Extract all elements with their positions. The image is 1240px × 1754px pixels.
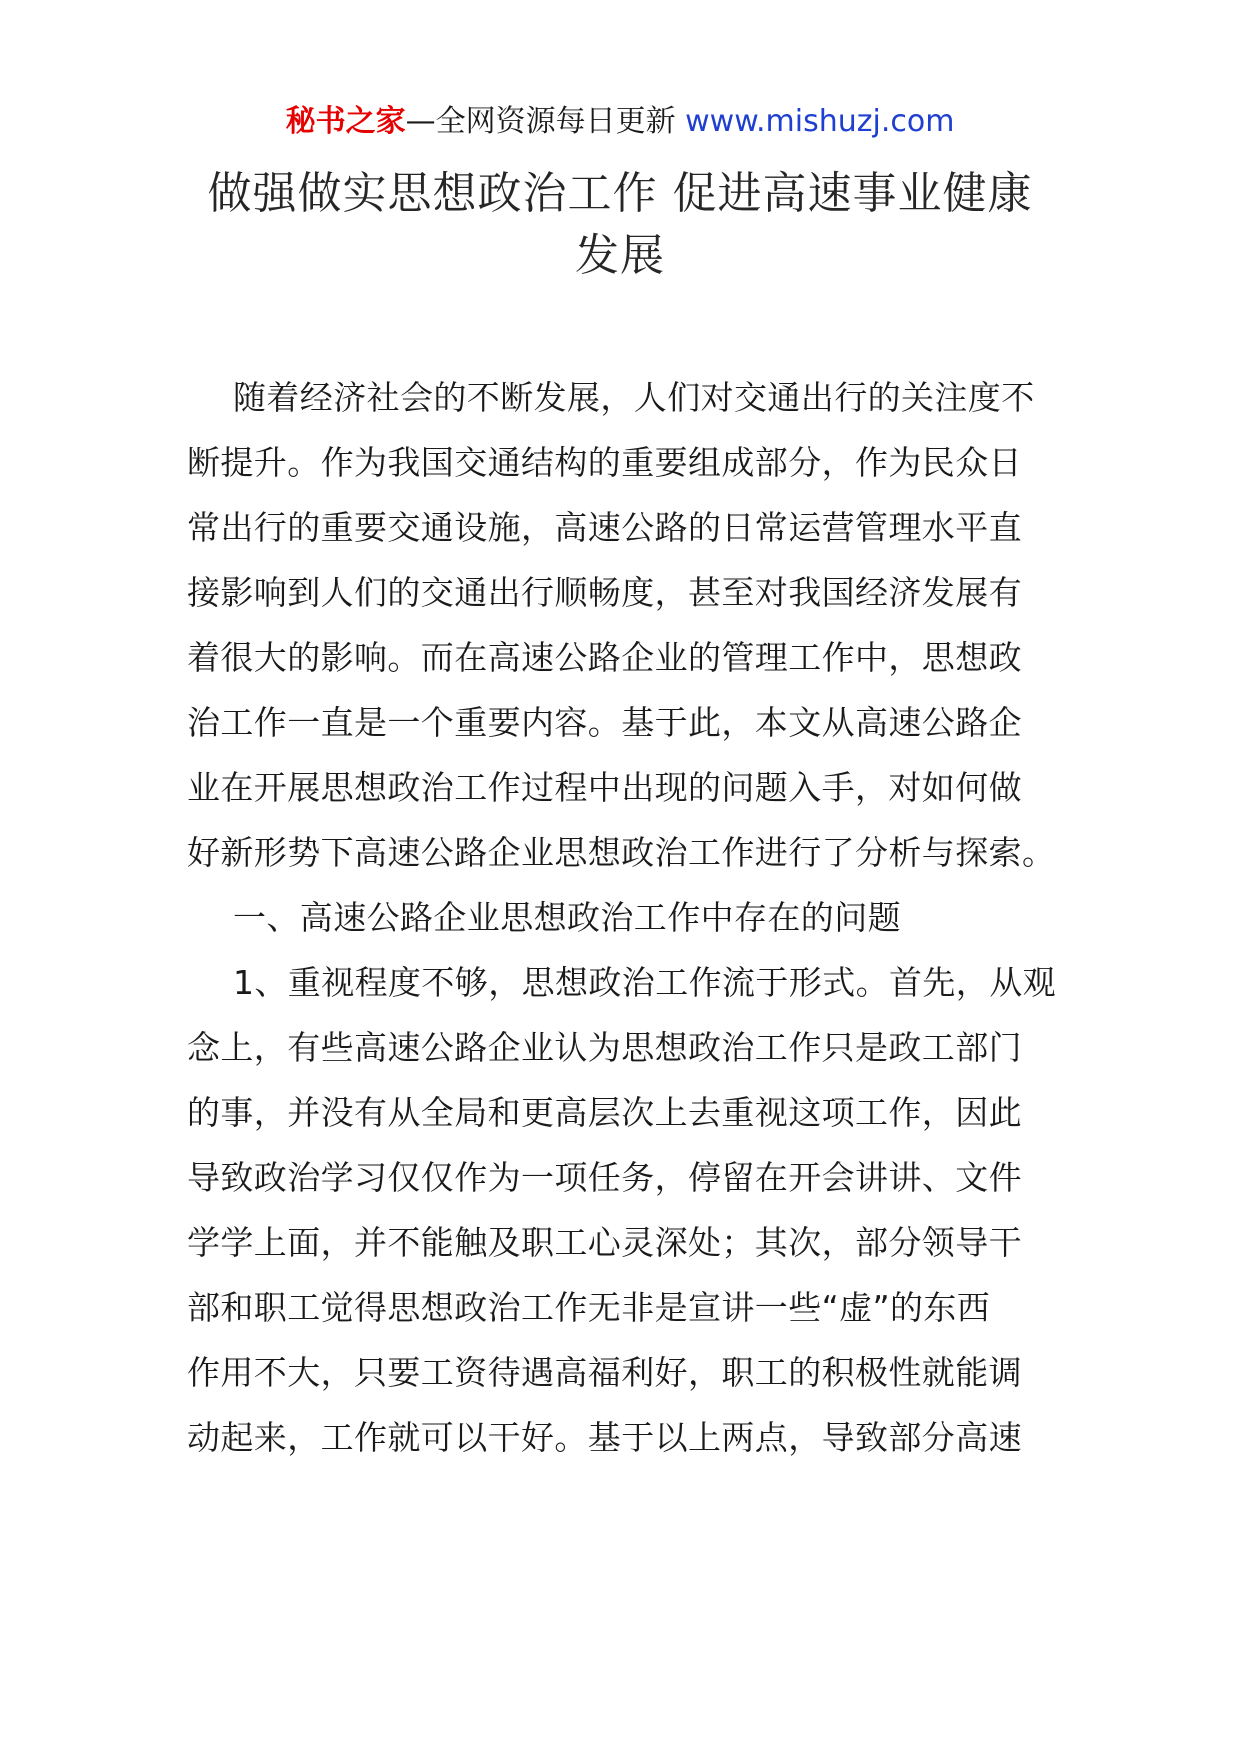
paragraph-line: 部和职工觉得思想政治工作无非是宣讲一些“虚”的东西 (187, 1288, 991, 1327)
paragraph-line: 着很大的影响。而在高速公路企业的管理工作中，思想政 (187, 638, 1022, 677)
title-line-1: 做强做实思想政治工作 促进高速事业健康 (207, 168, 1033, 219)
document-body (187, 365, 1057, 1470)
paragraph-line: 治工作一直是一个重要内容。基于此，本文从高速公路企 (187, 703, 1022, 742)
paragraph-line: 常出行的重要交通设施，高速公路的日常运营管理水平直 (187, 508, 1022, 547)
paragraph-line: 的事，并没有从全局和更高层次上去重视这项工作，因此 (187, 1093, 1022, 1132)
document-title (160, 163, 1080, 287)
paragraph-line: 作用不大，只要工资待遇高福利好，职工的积极性就能调 (187, 1353, 1022, 1392)
site-header (0, 100, 1240, 144)
title-line-2: 发展 (575, 230, 665, 281)
paragraph-line: 接影响到人们的交通出行顺畅度，甚至对我国经济发展有 (187, 573, 1022, 612)
paragraph-line: 好新形势下高速公路企业思想政治工作进行了分析与探索。 (187, 833, 1056, 872)
paragraph-line: 断提升。作为我国交通结构的重要组成部分，作为民众日 (187, 443, 1022, 482)
paragraph-line: 导致政治学习仅仅作为一项任务，停留在开会讲讲、文件 (187, 1158, 1022, 1197)
site-tagline: —全网资源每日更新 (405, 104, 686, 139)
paragraph-line: 1、重视程度不够，思想政治工作流于形式。首先，从观 (233, 963, 1056, 1002)
site-url: www.mishuzj.com (685, 104, 955, 139)
paragraph-line: 念上，有些高速公路企业认为思想政治工作只是政工部门 (187, 1028, 1022, 1067)
section-heading: 一、高速公路企业思想政治工作中存在的问题 (233, 898, 901, 937)
paragraph-line: 随着经济社会的不断发展，人们对交通出行的关注度不 (233, 378, 1035, 417)
site-brand: 秘书之家 (285, 104, 406, 139)
paragraph-line: 学学上面，并不能触及职工心灵深处；其次，部分领导干 (187, 1223, 1022, 1262)
paragraph-line: 动起来，工作就可以干好。基于以上两点，导致部分高速 (187, 1418, 1022, 1457)
paragraph-line: 业在开展思想政治工作过程中出现的问题入手，对如何做 (187, 768, 1022, 807)
